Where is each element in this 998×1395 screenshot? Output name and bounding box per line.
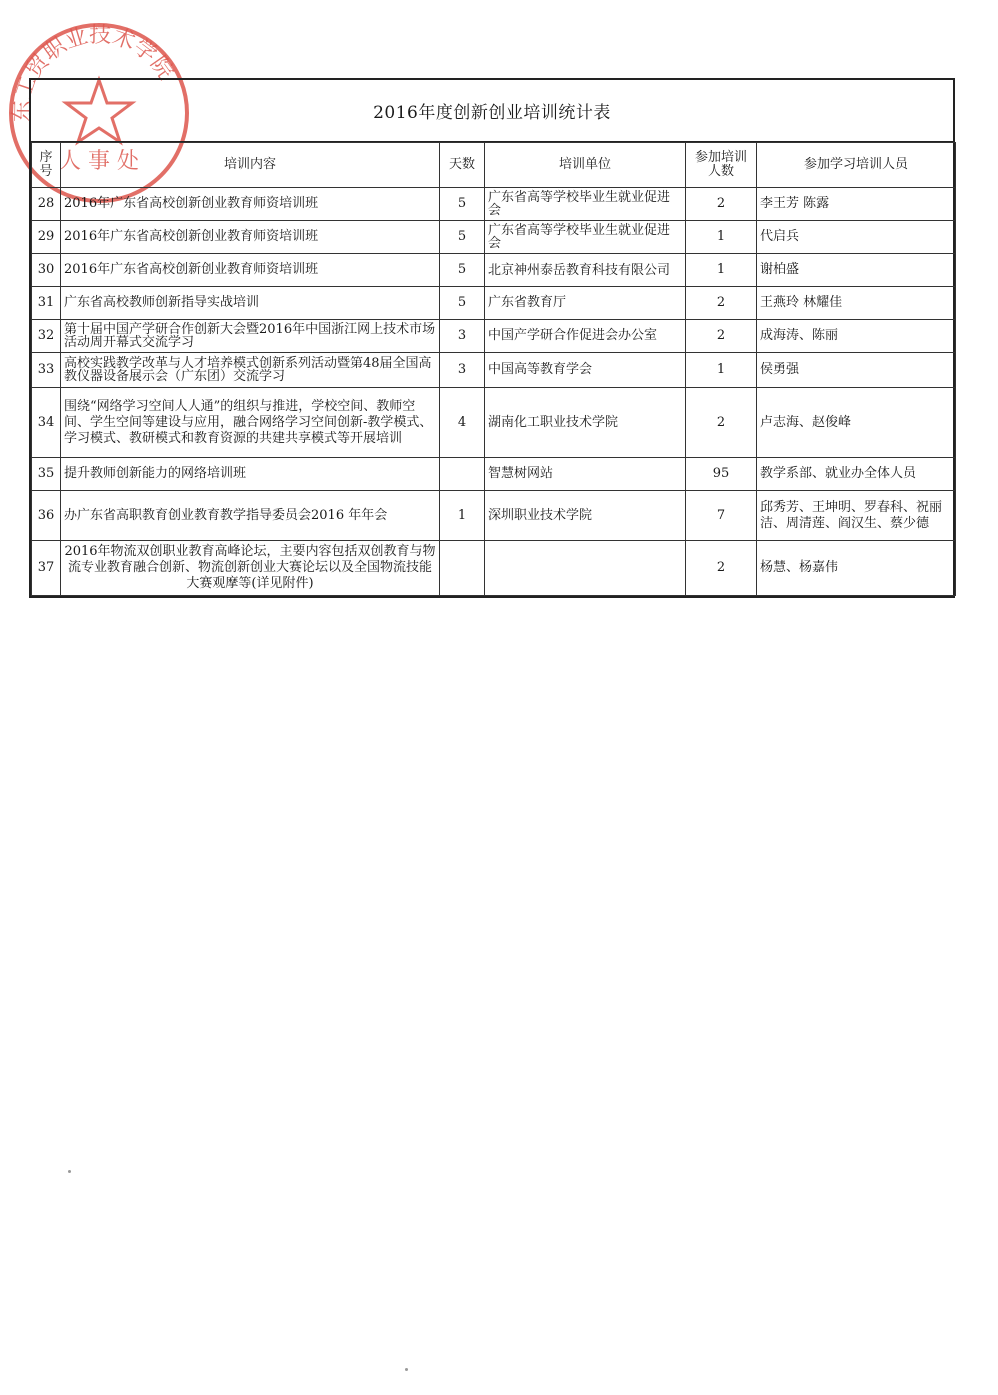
cell-unit: 广东省教育厅 xyxy=(485,287,686,320)
cell-count: 7 xyxy=(686,491,757,541)
cell-count: 2 xyxy=(686,287,757,320)
training-table xyxy=(31,142,956,596)
cell-content: 高校实践教学改革与人才培养模式创新系列活动暨第48届全国高教仪器设备展示会（广东团）交流学习 xyxy=(61,353,440,388)
cell-unit: 广东省高等学校毕业生就业促进会 xyxy=(485,221,686,254)
cell-seq: 29 xyxy=(32,221,61,254)
cell-count: 1 xyxy=(686,353,757,388)
cell-people: 杨慧、杨嘉伟 xyxy=(757,541,956,596)
header-unit: 培训单位 xyxy=(485,143,686,188)
cell-content: 提升教师创新能力的网络培训班 xyxy=(61,458,440,491)
cell-days: 3 xyxy=(440,320,485,353)
table-header-row xyxy=(32,143,956,188)
cell-content: 围绕“网络学习空间人人通”的组织与推进，学校空间、教师空间、学生空间等建设与应用，融合网络学习空间创新-教学模式、学习模式、教研模式和教育资源的共建共享模式等开展培训 xyxy=(61,388,440,458)
cell-count: 1 xyxy=(686,254,757,287)
cell-count: 95 xyxy=(686,458,757,491)
cell-unit: 中国产学研合作促进会办公室 xyxy=(485,320,686,353)
cell-content: 广东省高校教师创新指导实战培训 xyxy=(61,287,440,320)
svg-text:东工贸职业技术学院: 东工贸职业技术学院 xyxy=(9,22,179,123)
page-title: 2016年度创新创业培训统计表 xyxy=(373,103,611,123)
cell-days: 1 xyxy=(440,491,485,541)
cell-days: 5 xyxy=(440,287,485,320)
cell-unit: 广东省高等学校毕业生就业促进会 xyxy=(485,188,686,221)
cell-content: 办广东省高职教育创业教育教学指导委员会2016 年年会 xyxy=(61,491,440,541)
cell-count: 1 xyxy=(686,221,757,254)
table-row xyxy=(32,221,956,254)
cell-people: 成海涛、陈丽 xyxy=(757,320,956,353)
cell-people: 谢柏盛 xyxy=(757,254,956,287)
title-row xyxy=(31,80,953,142)
cell-content: 2016年广东省高校创新创业教育师资培训班 xyxy=(61,221,440,254)
cell-seq: 30 xyxy=(32,254,61,287)
header-count: 参加培训人数 xyxy=(686,143,757,188)
cell-days: 5 xyxy=(440,221,485,254)
svg-text:人 事 处: 人 事 处 xyxy=(59,149,139,174)
cell-days: 3 xyxy=(440,353,485,388)
cell-unit: 中国高等教育学会 xyxy=(485,353,686,388)
cell-seq: 35 xyxy=(32,458,61,491)
header-seq: 序号 xyxy=(32,143,61,188)
cell-unit: 北京神州泰岳教育科技有限公司 xyxy=(485,254,686,287)
header-people: 参加学习培训人员 xyxy=(757,143,956,188)
cell-people: 卢志海、赵俊峰 xyxy=(757,388,956,458)
cell-content: 2016年物流双创职业教育高峰论坛，主要内容包括双创教育与物流专业教育融合创新、物流创新创业大赛论坛以及全国物流技能大赛观摩等(详见附件) xyxy=(61,541,440,596)
cell-people: 教学系部、就业办全体人员 xyxy=(757,458,956,491)
cell-content: 2016年广东省高校创新创业教育师资培训班 xyxy=(61,188,440,221)
table-row xyxy=(32,388,956,458)
table-row xyxy=(32,188,956,221)
cell-days xyxy=(440,458,485,491)
cell-content: 2016年广东省高校创新创业教育师资培训班 xyxy=(61,254,440,287)
cell-unit: 湖南化工职业技术学院 xyxy=(485,388,686,458)
cell-days: 5 xyxy=(440,188,485,221)
cell-days: 4 xyxy=(440,388,485,458)
cell-people: 代启兵 xyxy=(757,221,956,254)
cell-seq: 31 xyxy=(32,287,61,320)
header-days: 天数 xyxy=(440,143,485,188)
cell-people: 邱秀芳、王坤明、罗春科、祝丽洁、周清莲、阎汉生、蔡少德 xyxy=(757,491,956,541)
cell-count: 2 xyxy=(686,541,757,596)
cell-seq: 37 xyxy=(32,541,61,596)
cell-unit: 智慧树网站 xyxy=(485,458,686,491)
cell-content: 第十届中国产学研合作创新大会暨2016年中国浙江网上技术市场活动周开幕式交流学习 xyxy=(61,320,440,353)
table-row xyxy=(32,320,956,353)
scan-speck xyxy=(68,1170,71,1173)
table-row xyxy=(32,491,956,541)
table-row xyxy=(32,353,956,388)
header-content: 培训内容 xyxy=(61,143,440,188)
cell-people: 王燕玲 林耀佳 xyxy=(757,287,956,320)
cell-people: 侯勇强 xyxy=(757,353,956,388)
table-row xyxy=(32,287,956,320)
cell-seq: 33 xyxy=(32,353,61,388)
cell-seq: 36 xyxy=(32,491,61,541)
cell-seq: 28 xyxy=(32,188,61,221)
cell-days xyxy=(440,541,485,596)
cell-count: 2 xyxy=(686,320,757,353)
table-row xyxy=(32,541,956,596)
cell-seq: 34 xyxy=(32,388,61,458)
cell-count: 2 xyxy=(686,388,757,458)
statistics-sheet xyxy=(29,78,955,598)
cell-people: 李王芳 陈露 xyxy=(757,188,956,221)
scan-speck xyxy=(405,1368,408,1371)
table-row xyxy=(32,458,956,491)
cell-unit xyxy=(485,541,686,596)
cell-count: 2 xyxy=(686,188,757,221)
cell-unit: 深圳职业技术学院 xyxy=(485,491,686,541)
cell-seq: 32 xyxy=(32,320,61,353)
cell-days: 5 xyxy=(440,254,485,287)
table-row xyxy=(32,254,956,287)
